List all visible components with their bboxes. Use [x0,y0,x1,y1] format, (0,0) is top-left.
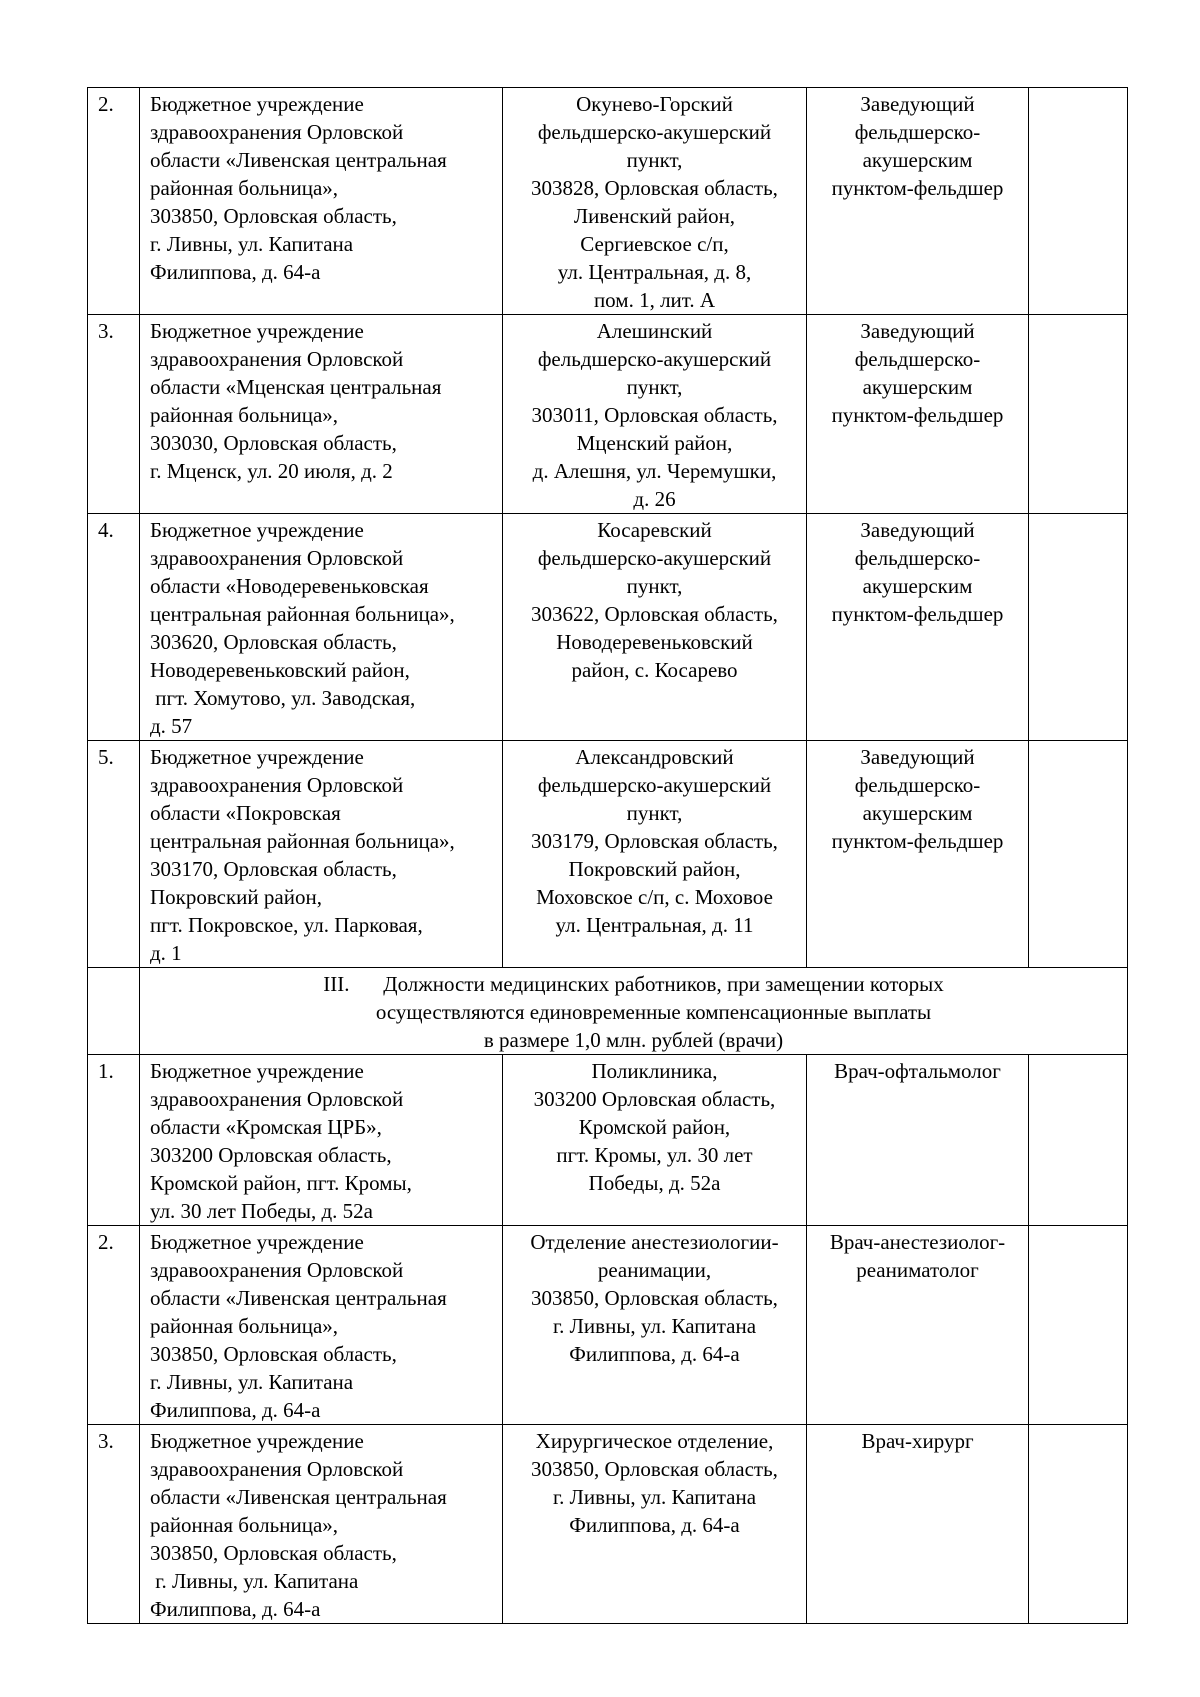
table-body-top [88,88,1128,968]
unit-address-line: фельдшерско-акушерский [537,347,772,371]
unit-address-line: Поликлиника, [591,1059,718,1083]
organization-line: области «Ливенская центральная [150,1485,447,1509]
row-number: 3. [88,315,140,514]
position-line: реаниматолог [856,1258,979,1282]
unit-address-line: пгт. Кромы, ул. 30 лет [556,1143,753,1167]
organization-cell [140,514,503,741]
unit-address-line: 303850, Орловская область, [531,1286,778,1310]
organization-cell [140,1055,503,1226]
position-line: Заведующий [860,319,975,343]
unit-address-line: 303828, Орловская область, [531,176,778,200]
organization-line: Бюджетное учреждение [150,92,364,116]
section-empty-cell [88,968,140,1055]
organization-line: Новодеревеньковский район, [150,658,410,682]
organization-line: г. Ливны, ул. Капитана [150,232,354,256]
organization-line: здравоохранения Орловской [150,120,404,144]
organization-line: области «Ливенская центральная [150,1286,447,1310]
empty-cell [1029,1055,1128,1226]
row-number: 3. [88,1425,140,1624]
section-heading-row [88,968,1128,1055]
unit-address-line: район, с. Косарево [571,658,738,682]
organization-line: 303200 Орловская область, [150,1143,392,1167]
position-line: пунктом-фельдшер [831,403,1004,427]
organization-line: области «Ливенская центральная [150,148,447,172]
unit-address-cell [503,741,807,968]
organization-line: 303850, Орловская область, [150,1541,397,1565]
unit-address-line: Сергиевское с/п, [580,232,729,256]
organization-line: пгт. Покровское, ул. Парковая, [150,913,423,937]
unit-address-line: 303850, Орловская область, [531,1457,778,1481]
unit-address-line: пункт, [626,574,683,598]
position-line: фельдшерско- [854,773,981,797]
organization-line: Бюджетное учреждение [150,319,364,343]
organization-cell [140,1425,503,1624]
position-cell [807,514,1029,741]
organization-line: области «Кромская ЦРБ», [150,1115,382,1139]
position-line: акушерским [862,148,973,172]
organization-line: области «Новодеревеньковская [150,574,429,598]
organization-cell [140,315,503,514]
positions-table [87,87,1128,1624]
unit-address-line: Алешинский [596,319,713,343]
position-line: Заведующий [860,92,975,116]
organization-line: здравоохранения Орловской [150,1087,404,1111]
table-body-bottom [88,1055,1128,1624]
organization-line: Бюджетное учреждение [150,1059,364,1083]
unit-address-line: Окунево-Горский [576,92,733,116]
unit-address-line: Мценский район, [576,431,733,455]
position-cell [807,741,1029,968]
unit-address-line: Покровский район, [568,857,741,881]
unit-address-line: пункт, [626,801,683,825]
section-title-line-1: Должности медицинских работников, при замещении которых [383,972,944,996]
unit-address-line: 303179, Орловская область, [531,829,778,853]
unit-address-cell [503,514,807,741]
organization-line: д. 57 [150,714,193,738]
unit-address-line: Хирургическое отделение, [535,1429,774,1453]
unit-address-cell [503,1226,807,1425]
unit-address-cell [503,315,807,514]
unit-address-line: пом. 1, лит. А [593,288,716,312]
section-title-line-2: осуществляются единовременные компенсационные выплаты [375,1000,932,1024]
organization-line: г. Ливны, ул. Капитана [150,1569,359,1593]
organization-line: 303850, Орловская область, [150,204,397,228]
unit-address-line: Ливенский район, [573,204,736,228]
unit-address-line: г. Ливны, ул. Капитана [552,1314,757,1338]
unit-address-line: Отделение анестезиологии- [530,1230,779,1254]
organization-line: здравоохранения Орловской [150,347,404,371]
position-line: акушерским [862,801,973,825]
organization-line: Кромской район, пгт. Кромы, [150,1171,412,1195]
unit-address-line: фельдшерско-акушерский [537,773,772,797]
position-cell [807,1226,1029,1425]
position-line: пунктом-фельдшер [831,602,1004,626]
empty-cell [1029,514,1128,741]
unit-address-line: 303011, Орловская область, [531,403,778,427]
unit-address-line: пункт, [626,375,683,399]
unit-address-line: Новодеревеньковский [556,630,753,654]
organization-line: ул. 30 лет Победы, д. 52а [150,1199,373,1223]
row-number: 5. [88,741,140,968]
table-row [88,1226,1128,1425]
empty-cell [1029,741,1128,968]
table-row [88,1055,1128,1226]
position-line: фельдшерско- [854,120,981,144]
unit-address-line: ул. Центральная, д. 8, [557,260,752,284]
table-row [88,514,1128,741]
position-cell [807,88,1029,315]
position-line: пунктом-фельдшер [831,829,1004,853]
section-title-line-3: в размере 1,0 млн. рублей (врачи) [483,1028,784,1052]
unit-address-line: Филиппова, д. 64-а [569,1513,740,1537]
organization-line: здравоохранения Орловской [150,1258,404,1282]
organization-line: районная больница», [150,1314,339,1338]
organization-line: 303850, Орловская область, [150,1342,397,1366]
organization-line: 303030, Орловская область, [150,431,397,455]
unit-address-line: Косаревский [597,518,712,542]
unit-address-line: Кромской район, [578,1115,731,1139]
organization-line: здравоохранения Орловской [150,773,404,797]
position-cell [807,1425,1029,1624]
section-heading-cell [140,968,1128,1055]
unit-address-line: реанимации, [597,1258,712,1282]
position-line: фельдшерско- [854,546,981,570]
organization-cell [140,1226,503,1425]
organization-line: пгт. Хомутово, ул. Заводская, [150,686,416,710]
unit-address-line: д. 26 [633,487,676,511]
section-body [88,968,1128,1055]
organization-cell [140,88,503,315]
organization-line: Покровский район, [150,885,322,909]
position-line: Врач-анестезиолог- [829,1230,1006,1254]
unit-address-line: 303200 Орловская область, [533,1087,776,1111]
position-line: пунктом-фельдшер [831,176,1004,200]
organization-line: Бюджетное учреждение [150,1429,364,1453]
empty-cell [1029,315,1128,514]
table-row [88,88,1128,315]
organization-line: области «Покровская [150,801,341,825]
organization-line: здравоохранения Орловской [150,1457,404,1481]
organization-line: г. Мценск, ул. 20 июля, д. 2 [150,459,393,483]
section-roman-numeral: III. [323,972,350,996]
unit-address-cell [503,88,807,315]
position-line: акушерским [862,574,973,598]
position-cell [807,315,1029,514]
unit-address-line: Филиппова, д. 64-а [569,1342,740,1366]
organization-line: Филиппова, д. 64-а [150,260,321,284]
organization-line: д. 1 [150,941,182,965]
unit-address-line: Александровский [575,745,734,769]
position-line: акушерским [862,375,973,399]
organization-line: Филиппова, д. 64-а [150,1597,321,1621]
organization-line: районная больница», [150,1513,339,1537]
position-line: Врач-хирург [861,1429,974,1453]
table-row [88,1425,1128,1624]
table-row [88,315,1128,514]
unit-address-cell [503,1425,807,1624]
organization-line: районная больница», [150,176,339,200]
organization-line: районная больница», [150,403,339,427]
unit-address-line: д. Алешня, ул. Черемушки, [532,459,777,483]
unit-address-line: 303622, Орловская область, [531,602,778,626]
empty-cell [1029,1226,1128,1425]
position-line: Врач-офтальмолог [834,1059,1001,1083]
unit-address-line: г. Ливны, ул. Капитана [552,1485,757,1509]
unit-address-line: ул. Центральная, д. 11 [555,913,754,937]
organization-line: Филиппова, д. 64-а [150,1398,321,1422]
row-number: 2. [88,1226,140,1425]
organization-line: Бюджетное учреждение [150,1230,364,1254]
unit-address-cell [503,1055,807,1226]
organization-line: области «Мценская центральная [150,375,442,399]
position-line: фельдшерско- [854,347,981,371]
organization-line: 303170, Орловская область, [150,857,397,881]
row-number: 4. [88,514,140,741]
organization-cell [140,741,503,968]
organization-line: здравоохранения Орловской [150,546,404,570]
organization-line: центральная районная больница», [150,602,455,626]
position-cell [807,1055,1029,1226]
unit-address-line: Победы, д. 52а [588,1171,721,1195]
empty-cell [1029,1425,1128,1624]
organization-line: 303620, Орловская область, [150,630,397,654]
organization-line: Бюджетное учреждение [150,518,364,542]
unit-address-line: фельдшерско-акушерский [537,546,772,570]
organization-line: центральная районная больница», [150,829,455,853]
row-number: 2. [88,88,140,315]
organization-line: Бюджетное учреждение [150,745,364,769]
position-line: Заведующий [860,745,975,769]
organization-line: г. Ливны, ул. Капитана [150,1370,354,1394]
empty-cell [1029,88,1128,315]
table-row [88,741,1128,968]
unit-address-line: пункт, [626,148,683,172]
unit-address-line: Моховское с/п, с. Моховое [536,885,773,909]
row-number: 1. [88,1055,140,1226]
position-line: Заведующий [860,518,975,542]
unit-address-line: фельдшерско-акушерский [537,120,772,144]
